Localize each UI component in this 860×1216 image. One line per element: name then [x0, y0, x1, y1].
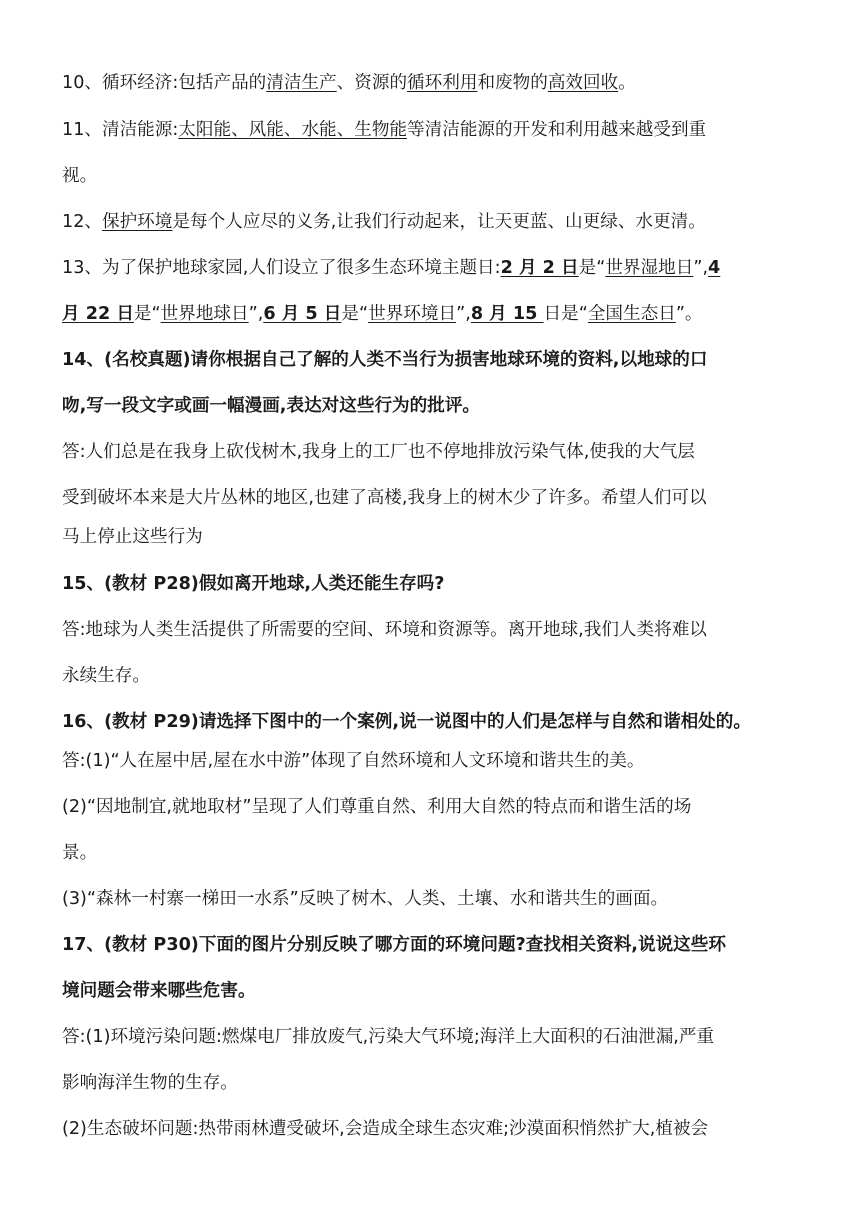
text-run: ”,	[248, 304, 264, 324]
underlined-date: 8 月 15	[470, 304, 544, 324]
question-text: 17、(教材 P30)下面的图片分别反映了哪方面的环境问题?查找相关资料,说说这些环	[62, 935, 726, 955]
text-run: ”,	[456, 304, 471, 324]
answer-text: 景。	[62, 843, 98, 863]
item-13-line	[62, 253, 802, 283]
underlined-term: 全国生态日	[587, 304, 676, 324]
answer-text: (2)“因地制宜,就地取材”呈现了人们尊重自然、利用大自然的特点而和谐生活的场	[62, 797, 692, 817]
answer-15-cont	[62, 661, 802, 691]
answer-text: 受到破坏本来是大片丛林的地区,也建了高楼,我身上的树木少了许多。希望人们可以	[62, 488, 707, 508]
text-run: 、资源的	[336, 73, 408, 93]
answer-text: 马上停止这些行为	[62, 527, 203, 547]
underlined-date: 4	[708, 258, 721, 278]
text-run: 是“	[578, 258, 606, 278]
text-run: 等清洁能源的开发和利用越来越受到重	[407, 120, 707, 140]
text-run: 视。	[62, 166, 98, 186]
underlined-term: 高效回收	[547, 73, 619, 93]
question-15	[62, 569, 802, 599]
underlined-date: 月 22 日	[62, 304, 134, 324]
underlined-term: 清洁生产	[266, 73, 337, 93]
item-12-line	[62, 207, 802, 237]
text-run: 是“	[133, 304, 161, 324]
text-run: 日是“	[543, 304, 588, 324]
question-text: 15、(教材 P28)假如离开地球,人类还能生存吗?	[62, 574, 445, 594]
item-11-line-cont	[62, 161, 802, 191]
underlined-date: 2 月 2 日	[500, 258, 579, 278]
answer-17-2	[62, 1114, 802, 1144]
underlined-term: 太阳能、风能、水能、生物能	[178, 120, 408, 140]
underlined-term: 循环利用	[407, 73, 478, 93]
text-run: ”。	[675, 304, 703, 324]
text-run: 是每个人应尽的义务,让我们行动起来，让天更蓝、山更绿、水更清。	[172, 212, 706, 232]
text-run: 和废物的	[477, 73, 548, 93]
item-13-line-cont	[62, 299, 802, 329]
question-text: 境问题会带来哪些危害。	[62, 981, 256, 1001]
answer-text: (2)生态破坏问题:热带雨林遭受破坏,会造成全球生态灾难;沙漠面积悄然扩大,植被会	[62, 1119, 709, 1139]
text-run: ”,	[693, 258, 709, 278]
underlined-date: 6 月 5 日	[263, 304, 342, 324]
answer-16-3	[62, 884, 802, 914]
underlined-term: 世界环境日	[368, 304, 457, 324]
answer-text: 影响海洋生物的生存。	[62, 1073, 238, 1093]
underlined-term: 世界湿地日	[605, 258, 694, 278]
text-run: 10、循环经济:包括产品的	[62, 73, 267, 93]
answer-text: 答:人们总是在我身上砍伐树木,我身上的工厂也不停地排放污染气体,使我的大气层	[62, 442, 695, 462]
question-17	[62, 930, 802, 960]
text-run: 。	[618, 73, 636, 93]
answer-17-1	[62, 1022, 802, 1052]
answer-16-1	[62, 746, 802, 776]
underlined-term: 世界地球日	[160, 304, 249, 324]
answer-16-2	[62, 792, 802, 822]
answer-17-1-cont	[62, 1068, 802, 1098]
answer-text: 答:(1)“人在屋中居,屋在水中游”体现了自然环境和人文环境和谐共生的美。	[62, 751, 645, 771]
text-run: 12、	[62, 212, 102, 232]
text-run: 11、清洁能源:	[62, 120, 179, 140]
text-run: 13、为了保护地球家园,人们设立了很多生态环境主题日:	[62, 258, 501, 278]
question-16	[62, 707, 802, 737]
item-10-line	[62, 68, 802, 98]
answer-text: 答:(1)环境污染问题:燃煤电厂排放废气,污染大气环境;海洋上大面积的石油泄漏,严重	[62, 1027, 715, 1047]
question-text: 16、(教材 P29)请选择下图中的一个案例,说一说图中的人们是怎样与自然和谐相处的。	[62, 712, 751, 732]
underlined-term: 保护环境	[101, 212, 173, 232]
answer-text: 永续生存。	[62, 666, 150, 686]
answer-15	[62, 615, 802, 645]
answer-text: (3)“森林一村寨一梯田一水系”反映了树木、人类、土壤、水和谐共生的画面。	[62, 889, 669, 909]
answer-14-cont	[62, 483, 802, 513]
question-text: 14、(名校真题)请你根据自己了解的人类不当行为损害地球环境的资料,以地球的口	[62, 350, 708, 370]
answer-14	[62, 437, 802, 467]
question-17-cont	[62, 976, 802, 1006]
question-14	[62, 345, 802, 375]
text-run: 是“	[341, 304, 369, 324]
question-14-cont	[62, 391, 802, 421]
question-text: 吻,写一段文字或画一幅漫画,表达对这些行为的批评。	[62, 396, 481, 416]
answer-text: 答:地球为人类生活提供了所需要的空间、环境和资源等。离开地球,我们人类将难以	[62, 620, 707, 640]
item-11-line	[62, 115, 802, 145]
answer-16-2-cont	[62, 838, 802, 868]
answer-14-cont	[62, 522, 802, 552]
